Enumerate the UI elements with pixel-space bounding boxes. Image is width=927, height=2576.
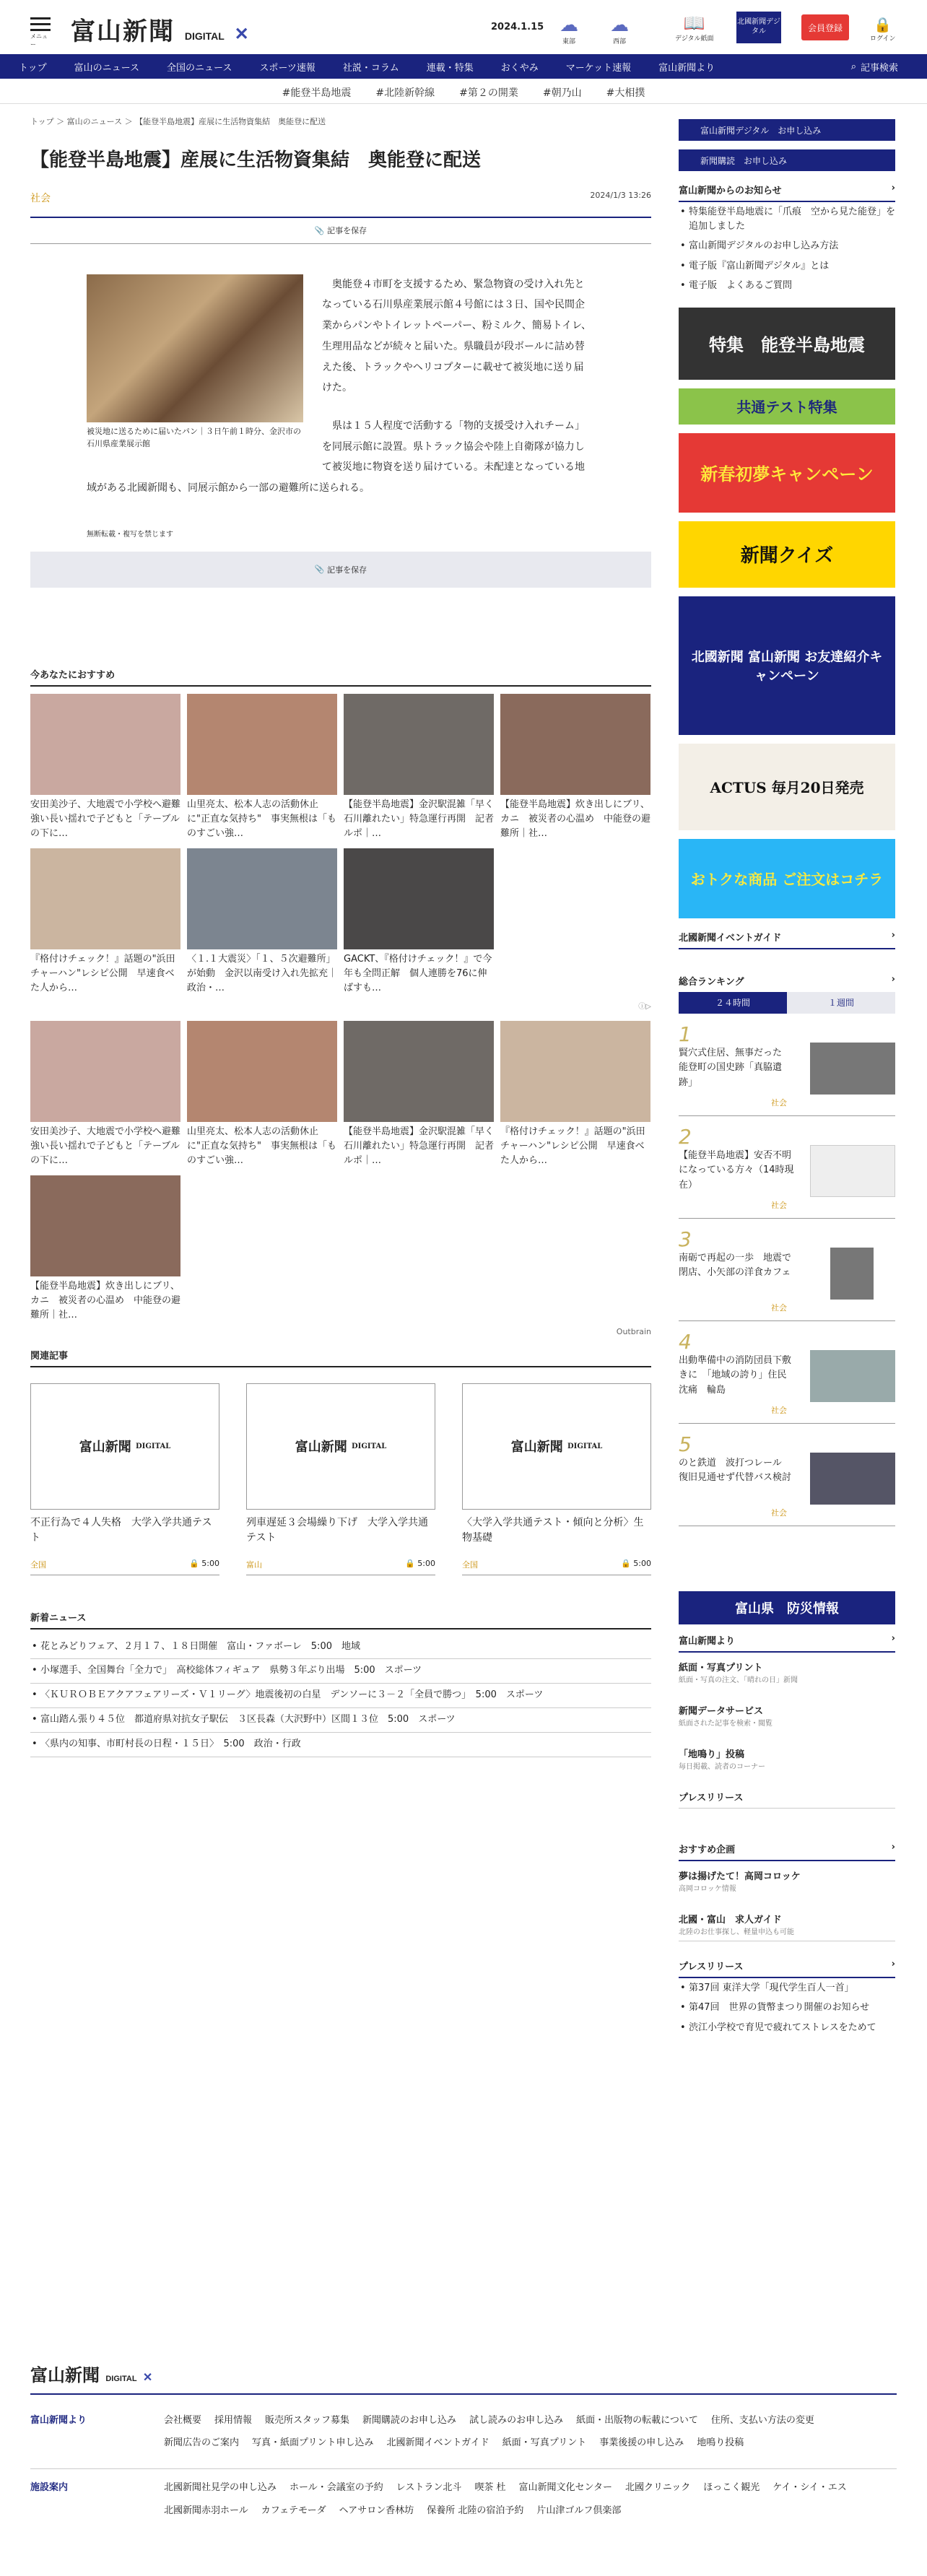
related-title: 関連記事 bbox=[30, 1348, 651, 1367]
article-photo[interactable] bbox=[87, 274, 303, 451]
osusume-item[interactable]: 北國・富山 求人ガイド 北陸のお仕事探し、軽量申込も可能 bbox=[679, 1897, 895, 1941]
footer-link[interactable]: ヘアサロン香林坊 bbox=[339, 2505, 414, 2516]
latest-list bbox=[30, 1635, 651, 1757]
article-title: 【能登半島地震】産展に生活物資集結 奥能登に配送 bbox=[30, 149, 482, 171]
logo[interactable]: 富山新聞 DIGITAL ✕ bbox=[71, 17, 251, 46]
bousai-banner[interactable]: 富山県 防災情報 bbox=[679, 1591, 895, 1624]
footer-link[interactable]: 北國新聞イベントガイド bbox=[386, 2437, 489, 2449]
menu-label: メニュー bbox=[30, 33, 48, 48]
news-item[interactable]: • 富山踏ん張り４５位 都道府県対抗女子駅伝 ３区長森（大沢野中）区間１３位 5:00 スポーツ bbox=[30, 1708, 651, 1733]
recommend-card[interactable]: 『格付けチェック！』話題の"浜田チャーハン"レシピ公開 早速食べた人から… bbox=[500, 1021, 650, 1168]
digital-paper-button[interactable]: 📖 デジタル紙面 bbox=[675, 13, 714, 43]
footer-link[interactable]: 北國新聞社見学の申し込み bbox=[164, 2482, 277, 2494]
banner-order[interactable]: おトクな商品 ご注文はコチラ bbox=[679, 839, 895, 918]
recommend-card[interactable]: 安田美沙子、大地震で小学校へ避難 強い長い揺れで子どもと「テーブルの下に… bbox=[30, 694, 180, 841]
footer-link[interactable]: レストラン北斗 bbox=[396, 2482, 462, 2494]
yori-list bbox=[679, 1653, 895, 1809]
cloud-icon: ☁ bbox=[560, 14, 578, 36]
related-card[interactable]: 富山新聞 DIGITAL 〈大学入学共通テスト・傾向と分析〉生物基礎 全国 🔒 5:00 bbox=[462, 1383, 651, 1575]
hashtag[interactable]: #北陸新幹線 bbox=[375, 87, 435, 99]
yori-item[interactable]: 新聞データサービス 紙面された記事を検索・閲覧 bbox=[679, 1705, 772, 1728]
lock-icon: 🔒 bbox=[405, 1558, 415, 1568]
recommend-card[interactable]: 【能登半島地震】金沢駅混雑「早く石川離れたい」特急運行再開 記者ルポ｜… bbox=[344, 694, 494, 841]
nav-item[interactable]: 富山新聞より bbox=[658, 62, 715, 74]
yori-item[interactable]: 紙面・写真プリント 紙面・写真の注文、「晴れの日」新聞 bbox=[679, 1662, 798, 1684]
menu-icon[interactable] bbox=[30, 17, 51, 48]
hokkoku-digital-button[interactable]: 北國新聞デジタル bbox=[736, 12, 781, 43]
subscribe-button[interactable]: 新聞購読 お申し込み bbox=[679, 149, 895, 171]
notice-item[interactable]: • 電子版 よくあるご質問 bbox=[679, 276, 895, 296]
yori-item[interactable]: プレスリリース bbox=[679, 1775, 895, 1809]
footer-link[interactable]: 片山津ゴルフ倶楽部 bbox=[536, 2505, 622, 2516]
banner-quiz[interactable]: 新聞クイズ bbox=[679, 521, 895, 588]
banner-friend[interactable]: 北國新聞 富山新聞 お友達紹介キャンペーン bbox=[679, 596, 895, 735]
recommend-grid-2 bbox=[30, 1021, 651, 1323]
nav-item[interactable]: 富山のニュース bbox=[74, 62, 139, 74]
nav-item[interactable]: 全国のニュース bbox=[166, 62, 232, 74]
footer-link[interactable]: 北國新聞赤羽ホール bbox=[164, 2505, 248, 2516]
lock-icon: 🔒 bbox=[874, 16, 892, 33]
banner-actus[interactable]: ACTUS 毎月20日発売 bbox=[679, 744, 895, 830]
notice-item[interactable]: • 富山新聞デジタルのお申し込み方法 bbox=[679, 236, 895, 256]
copyright-note: 無断転載・複写を禁じます bbox=[87, 530, 173, 539]
press-item[interactable]: • 第47回 世界の貨幣まつり開催のお知らせ bbox=[679, 1998, 895, 2018]
press-list bbox=[679, 1978, 895, 2038]
footer-link[interactable]: 試し読みのお申し込み bbox=[469, 2415, 564, 2426]
news-item[interactable]: • 〈県内の知事、市町村長の日程・１５日〉 5:00 政治・行政 bbox=[30, 1733, 651, 1757]
weather-east[interactable]: ☁ 東部 bbox=[560, 14, 578, 45]
tab-week[interactable]: １週間 bbox=[787, 992, 895, 1014]
paragraph: 県は１５人程度で活動する「物的支援受け入れチーム」を同展示館に設置。県トラック協会や陸上自衛隊が協力して被災地に物資を送り届けている。未配達となっている地域がある北國新聞も、同展示館から一部の避難所に送られる。 bbox=[87, 419, 585, 494]
banner-exam[interactable]: 共通テスト特集 bbox=[679, 388, 895, 425]
recommend-card[interactable]: 安田美沙子、大地震で小学校へ避難 強い長い揺れで子どもと「テーブルの下に… bbox=[30, 1021, 180, 1168]
press-item[interactable]: • 第37回 東洋大学「現代学生百人一首」 bbox=[679, 1978, 895, 1998]
recommend-card[interactable]: 【能登半島地震】金沢駅混雑「早く石川離れたい」特急運行再開 記者ルポ｜… bbox=[344, 1021, 494, 1168]
nav-item[interactable]: スポーツ速報 bbox=[259, 62, 315, 74]
footer-link[interactable]: 販売所スタッフ募集 bbox=[265, 2415, 350, 2426]
news-item[interactable]: • 〈ＫＵＲＯＢＥアクアフェアリーズ・Ｖ１リーグ〉地震後初の白星 デンソーに３－２「全員で勝つ」 5:00 スポーツ bbox=[30, 1684, 651, 1708]
weather-west[interactable]: ☁ 西部 bbox=[610, 14, 629, 45]
recommend-card[interactable]: 〈１.１大震災〉「１、５次避難所」が始動 金沢以南受け入れ先拡充｜政治・… bbox=[187, 848, 337, 996]
ranking-list bbox=[679, 1014, 895, 1526]
tab-24h[interactable]: ２４時間 bbox=[679, 992, 787, 1014]
notice-item[interactable]: • 特集能登半島地震に「爪痕 空から見た能登」を追加しました bbox=[679, 202, 895, 236]
osusume-item[interactable]: 夢は揚げたて！高岡コロッケ 高岡コロッケ情報 bbox=[679, 1871, 801, 1893]
related-thumb: 富山新聞 DIGITAL bbox=[30, 1383, 219, 1510]
ad-icon[interactable]: ⓘ▷ bbox=[638, 1002, 651, 1011]
sidebar bbox=[679, 116, 895, 2037]
global-nav bbox=[0, 54, 927, 79]
digital-apply-button[interactable]: 富山新聞デジタル お申し込み bbox=[679, 119, 895, 141]
recommend-card[interactable]: 『格付けチェック！』話題の"浜田チャーハン"レシピ公開 早速食べた人から… bbox=[30, 848, 180, 996]
register-button[interactable]: 会員登録 bbox=[801, 14, 849, 40]
chevron-right-icon: › bbox=[891, 929, 895, 941]
footer-link[interactable]: 富山新聞文化センター bbox=[518, 2482, 613, 2494]
hashtag-bar bbox=[0, 81, 927, 104]
nav-item[interactable]: マーケット速報 bbox=[565, 62, 632, 74]
hashtag[interactable]: #第２の開業 bbox=[459, 87, 518, 99]
logo-mark-icon: ✕ bbox=[234, 23, 251, 44]
search-icon: ⌕ bbox=[850, 61, 856, 72]
chevron-right-icon: › bbox=[891, 1958, 895, 1970]
footer-row: 施設案内 北國新聞社見学の申し込み ホール・会議室の予約 レストラン北斗 喫茶 杜 富山新聞文化センター 北國クリニック ほっこく観光 ケイ・シイ・エス 北國新聞赤羽ホール カフェテモーダ ヘアサロン香林坊 保養所 北陸の宿泊予約 片山津ゴルフ倶楽部 bbox=[30, 2468, 897, 2521]
save-article-button-bottom[interactable]: 📎 記事を保存 bbox=[30, 552, 651, 588]
footer-link[interactable]: 新聞購読のお申し込み bbox=[362, 2415, 457, 2426]
related-card[interactable]: 富山新聞 DIGITAL 不正行為で４人失格 大学入学共通テスト 全国 🔒 5:00 bbox=[30, 1383, 219, 1575]
footer-link[interactable]: 事業後援の申し込み bbox=[599, 2437, 684, 2449]
save-article-button[interactable]: 📎 記事を保存 bbox=[30, 217, 651, 244]
nav-item[interactable]: トップ bbox=[19, 62, 47, 74]
notice-item[interactable]: • 電子版『富山新聞デジタル』とは bbox=[679, 256, 895, 277]
latest-title: 新着ニュース bbox=[30, 1610, 651, 1629]
footer-link[interactable]: カフェテモーダ bbox=[261, 2505, 326, 2516]
footer-link[interactable]: 保養所 北陸の宿泊予約 bbox=[427, 2505, 524, 2516]
banner-noto[interactable]: 特集 能登半島地震 bbox=[679, 308, 895, 380]
footer-link[interactable]: 写真・紙面プリント申し込み bbox=[252, 2437, 374, 2449]
related-thumb: 富山新聞 DIGITAL bbox=[462, 1383, 651, 1510]
category[interactable]: 社会 bbox=[30, 192, 51, 204]
footer bbox=[30, 2361, 897, 2522]
news-item[interactable]: • 小塚選手、全国舞台「全力で」 高校総体フィギュア 県勢３年ぶり出場 5:00 スポーツ bbox=[30, 1659, 651, 1684]
footer-link[interactable]: 地鳴り投稿 bbox=[697, 2437, 744, 2449]
photo-caption: 被災地に送るために届いたパン｜３日午前１時分、金沢市の石川県産業展示館 bbox=[87, 426, 301, 449]
chevron-right-icon: › bbox=[891, 183, 895, 193]
hashtag[interactable]: #能登半島地震 bbox=[282, 87, 352, 99]
ranking-tabs bbox=[679, 992, 895, 1014]
footer-link[interactable]: 紙面・出版物の転載について bbox=[576, 2415, 698, 2426]
footer-link[interactable]: 住所、支払い方法の変更 bbox=[710, 2415, 814, 2426]
footer-link[interactable]: 北國クリニック bbox=[625, 2482, 691, 2494]
ranking-item[interactable]: 1 賢穴式住居、無事だった 能登町の国史跡「真脇遺跡」 社会 bbox=[679, 1014, 895, 1116]
chevron-right-icon: › bbox=[891, 973, 895, 985]
header-date: 2024.1.15 bbox=[491, 22, 544, 32]
banner-campaign[interactable]: 新春初夢キャンペーン bbox=[679, 433, 895, 513]
recommend-card[interactable]: GACKT、『格付けチェック！』で今年も全問正解 個人連勝を76に伸ばすも… bbox=[344, 848, 494, 996]
footer-link[interactable]: 会社概要 bbox=[164, 2415, 202, 2426]
news-item[interactable]: • 花とみどりフェア、２月１７、１８日開催 富山・ファボーレ 5:00 地域 bbox=[30, 1635, 651, 1660]
footer-link[interactable]: 新聞広告のご案内 bbox=[164, 2437, 240, 2449]
nav-item[interactable]: おくやみ bbox=[500, 62, 539, 74]
ranking-item[interactable]: 3 南砺で再起の一歩 地震で閉店、小矢部の洋食カフェ 社会 bbox=[679, 1219, 895, 1321]
breadcrumb[interactable]: トップ ＞ 富山のニュース ＞ 【能登半島地震】産展に生活物資集結 奥能登に配送 bbox=[30, 117, 326, 126]
article-body bbox=[30, 274, 651, 539]
related-card[interactable]: 富山新聞 DIGITAL 列車遅延３会場繰り下げ 大学入学共通テスト 富山 🔒 5:00 bbox=[246, 1383, 435, 1575]
yori-title: 富山新聞より › bbox=[679, 1633, 895, 1653]
footer-link[interactable]: 喫茶 杜 bbox=[474, 2482, 506, 2494]
lock-icon: 🔒 bbox=[189, 1558, 199, 1568]
recommend-grid bbox=[30, 694, 651, 996]
footer-link[interactable]: 紙面・写真プリント bbox=[502, 2437, 587, 2449]
yori-item[interactable]: 「地鳴り」投稿 毎日掲載、読者のコーナー bbox=[679, 1749, 765, 1771]
footer-link[interactable]: 採用情報 bbox=[214, 2415, 253, 2426]
book-icon: 📖 bbox=[683, 13, 705, 33]
footer-link[interactable]: ホール・会議室の予約 bbox=[290, 2482, 383, 2494]
chevron-right-icon: › bbox=[891, 1841, 895, 1853]
recommend-title: 今あなたにおすすめ bbox=[30, 667, 651, 687]
recommend-card[interactable]: 【能登半島地震】炊き出しにブリ、カニ 被災者の心温め 中能登の避難所｜社… bbox=[30, 1175, 180, 1323]
recommend-card[interactable]: 山里亮太、松本人志の活動休止に"正直な気持ち" 事実無根は「ものすごい強… bbox=[187, 694, 337, 841]
hashtag[interactable]: #大相撲 bbox=[606, 87, 645, 99]
ranking-title: 総合ランキング › bbox=[679, 973, 895, 988]
ranking-item[interactable]: 5 のと鉄道 波打つレール 復旧見通せず代替バス検討 社会 bbox=[679, 1424, 895, 1526]
main-column bbox=[30, 116, 651, 1757]
event-guide[interactable]: 北國新聞イベントガイド › bbox=[679, 930, 895, 949]
ranking-item[interactable]: 2 【能登半島地震】安否不明になっている方々（14時現在） 社会 bbox=[679, 1116, 895, 1219]
press-title: プレスリリース › bbox=[679, 1959, 895, 1978]
chevron-right-icon: › bbox=[891, 1632, 895, 1644]
login-button[interactable]: 🔒 ログイン bbox=[870, 16, 896, 43]
article-date: 2024/1/3 13:26 bbox=[590, 190, 651, 200]
lock-icon: 🔒 bbox=[621, 1558, 631, 1568]
footer-row: 富山新聞より 会社概要 採用情報 販売所スタッフ募集 新聞購読のお申し込み 試し読みのお申し込み 紙面・出版物の転載について 住所、支払い方法の変更 新聞広告のご案内 写真・紙面プリント申し込み 北國新聞イベントガイド 紙面・写真プリント 事業後援の申し込み 地鳴り投稿 bbox=[30, 2409, 897, 2454]
related-thumb: 富山新聞 DIGITAL bbox=[246, 1383, 435, 1510]
cloud-icon: ☁ bbox=[610, 14, 629, 36]
search-button[interactable]: ⌕ 記事検索 bbox=[850, 61, 898, 74]
recommend-card[interactable]: 【能登半島地震】炊き出しにブリ、カニ 被災者の心温め 中能登の避難所｜社… bbox=[500, 694, 650, 841]
nav-item[interactable]: 連載・特集 bbox=[426, 62, 474, 74]
logo-mark-icon: ✕ bbox=[142, 2370, 153, 2384]
paperclip-icon: 📎 bbox=[314, 225, 325, 235]
footer-logo[interactable]: 富山新聞 DIGITAL ✕ bbox=[30, 2361, 897, 2395]
ranking-item[interactable]: 4 出動準備中の消防団員下敷きに 「地域の誇り」住民沈痛 輪島 社会 bbox=[679, 1321, 895, 1424]
press-item[interactable]: • 渋江小学校で育児で疲れてストレスをためて bbox=[679, 2018, 895, 2038]
footer-link[interactable]: ほっこく観光 bbox=[703, 2482, 760, 2494]
footer-link[interactable]: ケイ・シイ・エス bbox=[772, 2482, 847, 2494]
notice-title: 富山新聞からのお知らせ › bbox=[679, 183, 895, 202]
outbrain-logo[interactable]: Outbrain bbox=[616, 1326, 651, 1336]
header bbox=[0, 0, 927, 54]
paragraph: 奥能登４市町を支援するため、緊急物資の受け入れ先となっている石川県産業展示館４号館には３日、国や民間企業からパンやトイレットペーパー、粉ミルク、簡易トイレ、生理用品などが続々と届いた。県職員が段ボールに詰め替えた後、トラックやヘリコプターに載せて被災地に送り届けた。 bbox=[322, 278, 591, 394]
osusume-title: おすすめ企画 › bbox=[679, 1842, 895, 1861]
nav-item[interactable]: 社説・コラム bbox=[342, 62, 399, 74]
recommend-card[interactable]: 山里亮太、松本人志の活動休止に"正直な気持ち" 事実無根は「ものすごい強… bbox=[187, 1021, 337, 1168]
photo-image bbox=[87, 274, 303, 422]
related-list bbox=[30, 1383, 651, 1575]
paperclip-icon: 📎 bbox=[314, 565, 325, 575]
notice-list bbox=[679, 202, 895, 296]
hashtag[interactable]: #朝乃山 bbox=[542, 87, 582, 99]
